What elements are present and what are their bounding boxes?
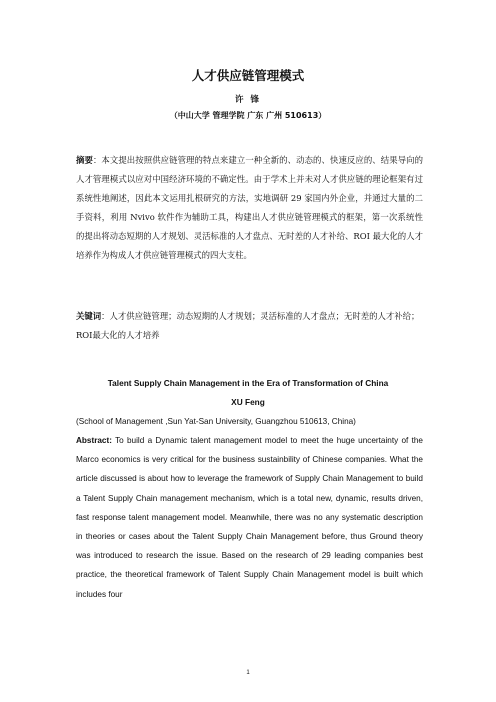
english-abstract xyxy=(76,431,423,604)
english-affiliation: (School of Management ,Sun Yat-San University, Guangzhou 510613, China) xyxy=(76,417,356,426)
chinese-keywords xyxy=(76,307,423,345)
english-abstract-text: To build a Dynamic talent management model to meet the huge uncertainty of the Marco economics is very critical for the business sustainbility of Chinese companies. What the article discussed is about how to leverage the framework of Supply Chain Management to build a Talent Supply Chain management mechanism, which is a total new, dynamic, results driven, fast response talent management model. Meanwhile, there was no any systematic description in theories or cases about the Talent Supply Chain Management before, thus Ground theory was introduced to research the issue. Based on the research of 29 leading companies best practice, the theoretical framework of Talent Supply Chain Management model is built which includes four xyxy=(76,436,423,599)
english-author: XU Feng xyxy=(231,397,265,407)
author-affiliation: （中山大学 管理学院 广东 广州 510613） xyxy=(169,111,327,120)
paper-title: 人才供应链管理模式 xyxy=(191,68,305,83)
abstract-label: 摘要 xyxy=(76,155,93,165)
english-title: Talent Supply Chain Management in the Era of Transformation of China xyxy=(107,378,389,388)
keywords-text: ：人才供应链管理；动态短期的人才规划；灵活标准的人才盘点；无时差的人才补给；ROI最大化的人才培养 xyxy=(76,311,420,340)
abstract-text: ：本文提出按照供应链管理的特点来建立一种全新的、动态的、快速反应的、结果导向的人才管理模式以应对中国经济环境的不确定性。由于学术上并未对人才供应链的理论框架有过系统性地阐述，因此本文运用扎根研究的方法，实地调研 29 家国内外企业，并通过大量的二手资料，利用 Nvivo 软件作为辅助工具，构建出人才供应链管理模式的框架，第一次系统性的提出将动态短期的人才规划、灵活标准的人才盘点、无时差的人才补给、ROI 最大化的人才培养作为构成人才供应链管理模式的四大支柱。 xyxy=(76,155,424,260)
page-number: 1 xyxy=(246,670,250,676)
keywords-label: 关键词 xyxy=(76,311,102,321)
author-name: 许 锋 xyxy=(235,95,261,105)
chinese-abstract xyxy=(76,151,423,265)
english-abstract-label: Abstract: xyxy=(76,436,112,445)
